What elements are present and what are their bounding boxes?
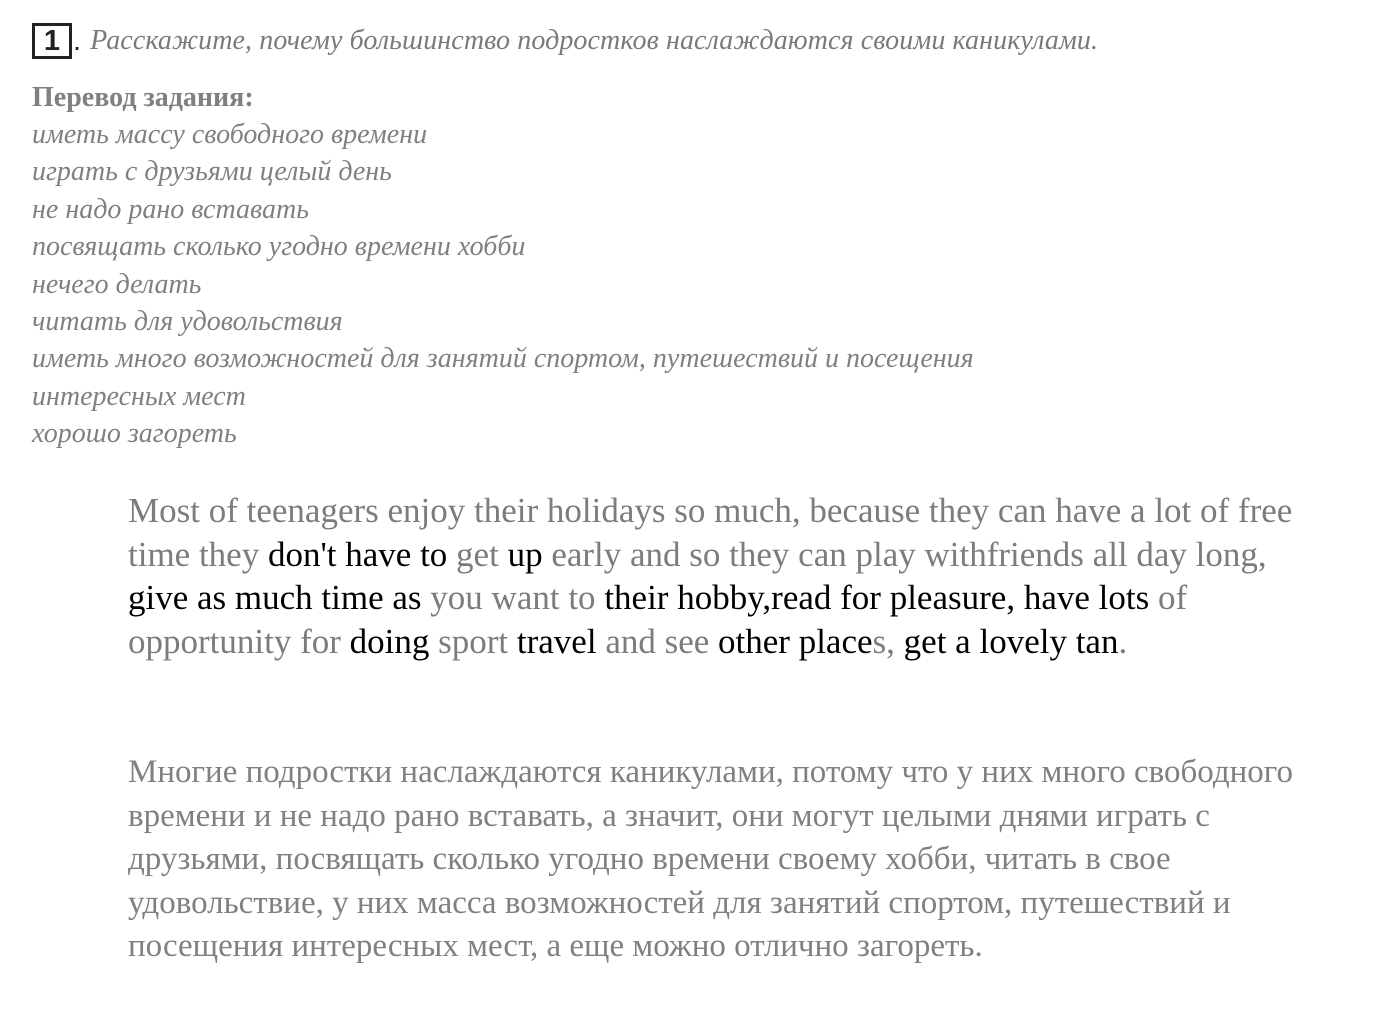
translation-heading: Перевод задания: (32, 82, 254, 113)
answer-segment: . (1118, 621, 1128, 661)
answer-segment: get (447, 534, 508, 574)
translation-phrase: хорошо загореть (32, 418, 237, 450)
task-number-box (32, 23, 72, 59)
answer-highlight: their hobby,read for pleasure, have lots (604, 578, 1150, 618)
translation-phrase: иметь много возможностей для занятий спортом, путешествий и посещения (32, 343, 974, 375)
answer-segment: you want to (421, 578, 605, 618)
answer-highlight: travel (516, 621, 597, 661)
translation-phrase: посвящать сколько угодно времени хобби (32, 231, 526, 263)
translation-phrase: иметь массу свободного времени (32, 119, 428, 150)
answer-segment: of opportunity for (128, 578, 1188, 661)
task-header (32, 20, 1098, 62)
answer-segment: early and so they can play withfriends all day long, (542, 534, 1267, 574)
answer-highlight: don't have to (267, 534, 448, 574)
translation-phrase: играть с друзьями целый день (32, 156, 392, 188)
answer-highlight: doing (349, 621, 430, 661)
answer-segment: sport (429, 621, 517, 661)
translation-phrase: интересных мест (32, 380, 246, 412)
translation-phrase: читать для удовольствия (32, 306, 343, 338)
task-number: 1 (43, 24, 61, 57)
translation-phrase: нечего делать (32, 268, 202, 300)
answer-segment: s, (872, 621, 904, 661)
task-translation-section (32, 79, 1232, 453)
answer-segment: Most of teenagers enjoy their holidays so much, because they can have a lot of free time they (128, 491, 1293, 574)
english-answer-paragraph (128, 489, 1308, 663)
answer-highlight: get a lovely tan (903, 621, 1119, 661)
answer-highlight: give as much time as (128, 578, 422, 618)
answer-segment: and see (596, 621, 719, 661)
task-prompt: Расскажите, почему большинство подростков наслаждаются своими каникулами. (90, 25, 1099, 56)
answer-highlight: up (507, 534, 543, 574)
answer-highlight: other place (718, 621, 873, 661)
translation-phrase-list (32, 116, 1232, 453)
task-number-dot: . (73, 25, 82, 57)
russian-translation-paragraph: Многие подростки наслаждаются каникулами, потому что у них много свободного времени и не надо рано вставать, а значит, они могут целыми днями играть с друзьями, посвящать сколько угодно времени своему хобби, читать в свое удовольствие, у них масса возможностей для занятий спортом, путешествий и посещения интересных мест, а еще можно отлично загореть. (128, 754, 1294, 965)
translation-phrase: не надо рано вставать (32, 193, 309, 225)
